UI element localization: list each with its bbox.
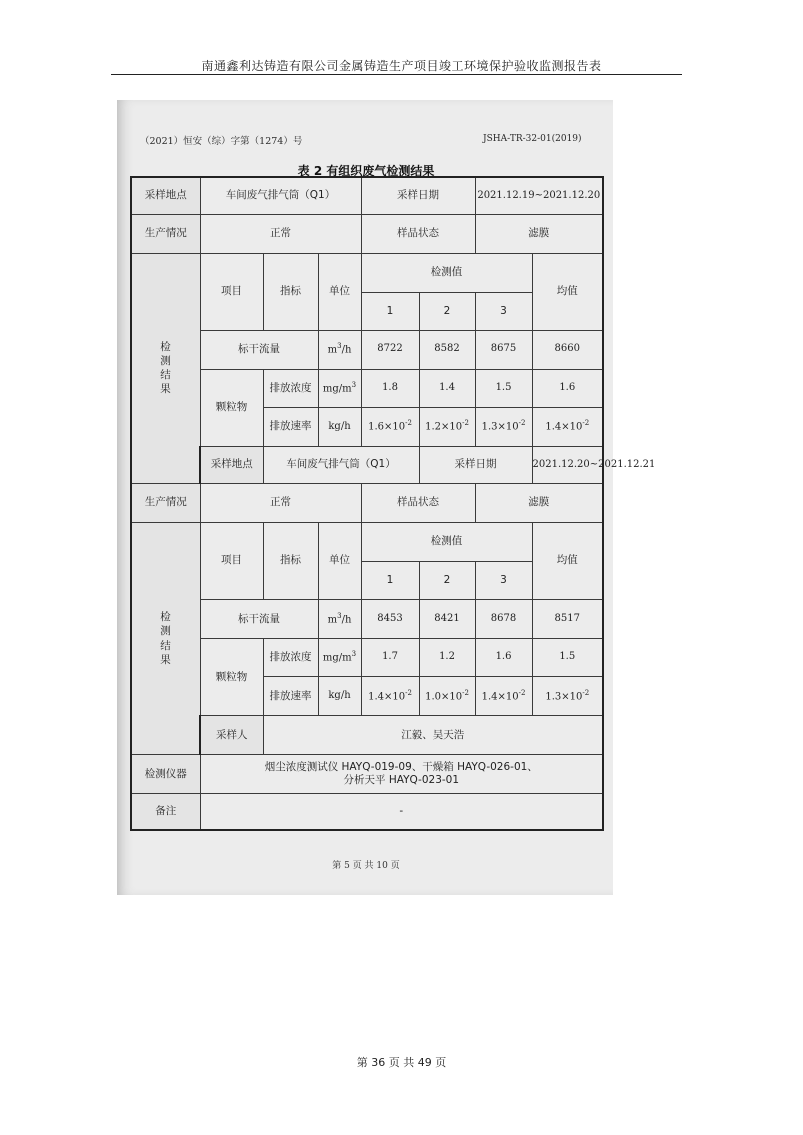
remarks-value: - xyxy=(200,794,603,830)
block2-flow-row xyxy=(131,600,603,639)
exhaust-results-table xyxy=(130,176,656,831)
instrument-list xyxy=(200,755,603,794)
detected-value-header: 检测值 xyxy=(361,253,532,292)
scan-page-number: 第 5 页 共 10 页 xyxy=(332,861,400,871)
flow-value: 8722 xyxy=(361,330,419,369)
conc-value: 1.7 xyxy=(361,639,419,677)
flow-unit: $m^3/h$ xyxy=(318,330,361,369)
results-section-label: 检 测 结 果 xyxy=(131,253,200,483)
sampling-date-label: 采样日期 xyxy=(361,177,475,214)
sample-3-header: 3 xyxy=(475,292,532,330)
table-caption: 表 2 有组织废气检测结果 xyxy=(297,164,435,178)
production-status-label: 生产情况 xyxy=(131,214,200,253)
rate-value: $1.6\times 10^{-2}$ xyxy=(361,407,419,446)
flow-value: 8582 xyxy=(419,330,475,369)
mean-header: 均值 xyxy=(532,522,603,599)
sample-state-label: 样品状态 xyxy=(361,214,475,253)
block2-site-row xyxy=(131,446,603,483)
unit-header: 单位 xyxy=(318,522,361,599)
production-status-value: 正常 xyxy=(200,483,361,522)
header-divider xyxy=(111,74,682,75)
particulate-label: 颗粒物 xyxy=(200,639,263,716)
block1-flow-row xyxy=(131,330,603,369)
sampling-site-value: 车间废气排气筒（Q1） xyxy=(263,446,419,483)
sampling-site-label: 采样地点 xyxy=(200,446,263,483)
particulate-label: 颗粒物 xyxy=(200,369,263,446)
rate-unit: kg/h xyxy=(318,677,361,716)
sampler-row xyxy=(131,716,603,755)
instrument-line: 烟尘浓度测试仪 HAYQ-019-09、干燥箱 HAYQ-026-01、 xyxy=(264,761,538,774)
block2-production-row xyxy=(131,483,603,522)
conc-mean: 1.5 xyxy=(532,639,603,677)
sample-3-header: 3 xyxy=(475,562,532,600)
sampling-date-value: 2021.12.20~2021.12.21 xyxy=(532,446,603,483)
indicator-header: 指标 xyxy=(263,522,318,599)
conc-value: 1.5 xyxy=(475,369,532,407)
remarks-row xyxy=(131,794,603,830)
conc-value: 1.6 xyxy=(475,639,532,677)
document-number: （2021）恒安（综）字第（1274）号 xyxy=(140,136,303,147)
unit-header: 单位 xyxy=(318,253,361,330)
flow-unit: $m^3/h$ xyxy=(318,600,361,639)
sample-2-header: 2 xyxy=(419,292,475,330)
sample-1-header: 1 xyxy=(361,562,419,600)
block1-production-row xyxy=(131,214,603,253)
sampling-site-value: 车间废气排气筒（Q1） xyxy=(200,177,361,214)
sampling-site-label: 采样地点 xyxy=(131,177,200,214)
rate-value: $1.4\times 10^{-2}$ xyxy=(361,677,419,716)
emission-rate-label: 排放速率 xyxy=(263,407,318,446)
conc-mean: 1.6 xyxy=(532,369,603,407)
flow-value: 8678 xyxy=(475,600,532,639)
rate-unit: kg/h xyxy=(318,407,361,446)
rate-value: $1.3\times 10^{-2}$ xyxy=(475,407,532,446)
detected-value-header: 检测值 xyxy=(361,522,532,561)
sample-2-header: 2 xyxy=(419,562,475,600)
conc-value: 1.4 xyxy=(419,369,475,407)
instrument-line: 分析天平 HAYQ-023-01 xyxy=(343,774,460,787)
mean-header: 均值 xyxy=(532,253,603,330)
sample-state-label: 样品状态 xyxy=(361,483,475,522)
rate-value: $1.4\times 10^{-2}$ xyxy=(475,677,532,716)
emission-conc-label: 排放浓度 xyxy=(263,369,318,407)
results-section-label: 检 测 结 果 xyxy=(131,522,200,754)
conc-value: 1.8 xyxy=(361,369,419,407)
block1-header-row xyxy=(131,253,603,292)
conc-unit: $mg/m^3$ xyxy=(318,639,361,677)
sampler-names: 江毅、吴天浩 xyxy=(263,716,603,755)
rate-mean: $1.4\times 10^{-2}$ xyxy=(532,407,603,446)
form-code: JSHA-TR-32-01(2019) xyxy=(483,134,582,144)
block1-conc-row xyxy=(131,369,603,407)
flow-mean: 8660 xyxy=(532,330,603,369)
std-dry-flow-label: 标干流量 xyxy=(200,600,318,639)
sampler-label: 采样人 xyxy=(200,716,263,755)
report-header-title: 南通鑫利达铸造有限公司金属铸造生产项目竣工环境保护验收监测报告表 xyxy=(201,59,602,73)
sampling-date-value: 2021.12.19~2021.12.20 xyxy=(475,177,603,214)
emission-rate-label: 排放速率 xyxy=(263,677,318,716)
instrument-label: 检测仪器 xyxy=(131,755,200,794)
conc-value: 1.2 xyxy=(419,639,475,677)
production-status-label: 生产情况 xyxy=(131,483,200,522)
flow-value: 8675 xyxy=(475,330,532,369)
item-header: 项目 xyxy=(200,253,263,330)
flow-mean: 8517 xyxy=(532,600,603,639)
rate-value: $1.0\times 10^{-2}$ xyxy=(419,677,475,716)
sampling-date-label: 采样日期 xyxy=(419,446,532,483)
block1-site-row xyxy=(131,177,603,214)
conc-unit: $mg/m^3$ xyxy=(318,369,361,407)
block2-conc-row xyxy=(131,639,603,677)
rate-mean: $1.3\times 10^{-2}$ xyxy=(532,677,603,716)
item-header: 项目 xyxy=(200,522,263,599)
flow-value: 8421 xyxy=(419,600,475,639)
sample-state-value: 滤膜 xyxy=(475,214,603,253)
emission-conc-label: 排放浓度 xyxy=(263,639,318,677)
remarks-label: 备注 xyxy=(131,794,200,830)
block2-header-row xyxy=(131,522,603,561)
production-status-value: 正常 xyxy=(200,214,361,253)
rate-value: $1.2\times 10^{-2}$ xyxy=(419,407,475,446)
instrument-row xyxy=(131,755,603,794)
indicator-header: 指标 xyxy=(263,253,318,330)
sample-1-header: 1 xyxy=(361,292,419,330)
flow-value: 8453 xyxy=(361,600,419,639)
std-dry-flow-label: 标干流量 xyxy=(200,330,318,369)
sample-state-value: 滤膜 xyxy=(475,483,603,522)
page-number: 第 36 页 共 49 页 xyxy=(356,1056,447,1069)
